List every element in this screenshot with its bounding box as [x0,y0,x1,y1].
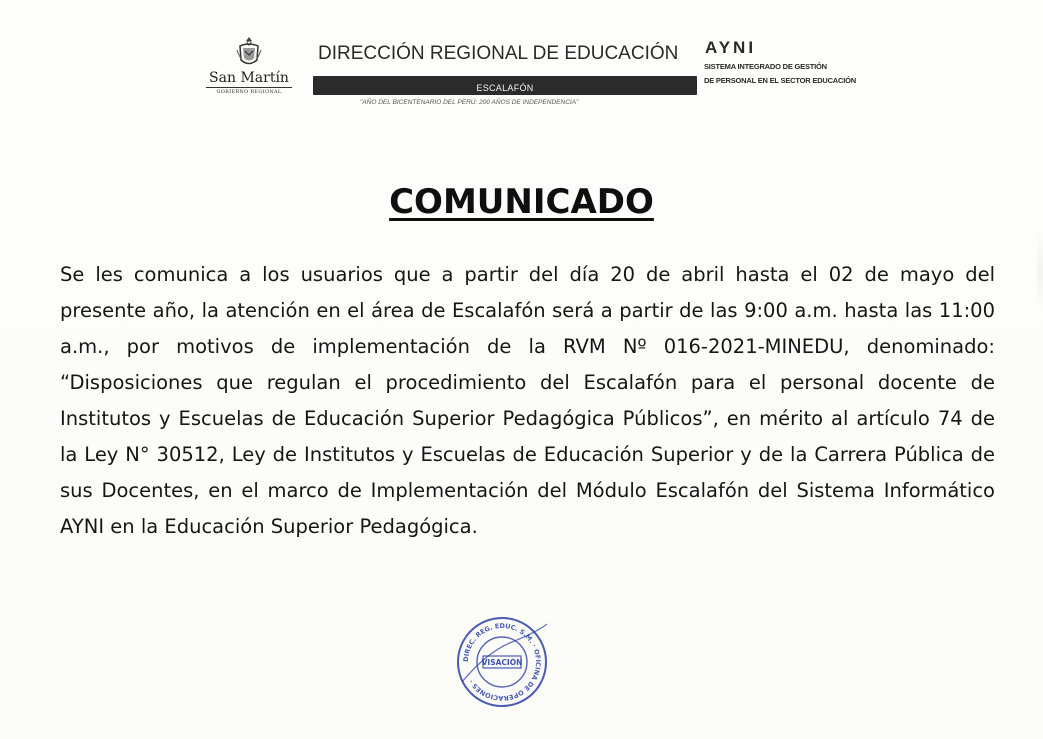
san-martin-logo [203,36,295,96]
department-bar [313,76,697,95]
document-title-wrapper [0,182,1043,222]
stamp-ring-text: DIREC. REG. EDUC. S.M. · OFICINA DE OPERACIONES · [461,621,543,703]
year-tagline: "AÑO DEL BICENTENARIO DEL PERÚ: 200 AÑOS DE INDEPENDENCIA" [360,99,579,106]
stamp-center-text: VISACIÓN [481,658,523,667]
ayni-description [704,60,856,88]
ayni-logo-text: AYNI [705,40,757,54]
official-stamp [452,612,552,712]
logo-subtitle: GOBIERNO REGIONAL [216,89,282,95]
logo-name: San Martín [209,70,289,86]
regional-crest-icon [236,36,262,68]
ayni-logo [705,40,818,54]
ayni-line-2: DE PERSONAL EN EL SECTOR EDUCACIÓN [704,76,856,85]
institution-title: DIRECCIÓN REGIONAL DE EDUCACIÓN [318,43,679,64]
ayni-line-1: SISTEMA INTEGRADO DE GESTIÓN [704,62,827,71]
document-body: Se les comunica a los usuarios que a partir del día 20 de abril hasta el 02 de mayo del presente año, la atención en el área de Escalafón será a partir de las 9:00 a.m. hasta las 11:00 a.m., por motivos de implementación de la RVM Nº 016-2021-MINEDU, denominado: “Disposiciones que regulan el procedimiento del Escalafón para el personal docente de Institutos y Escuelas de Educación Superior Pedagógica Públicos”, en mérito al artículo 74 de la Ley N° 30512, Ley de Institutos y Escuelas de Educación Superior y de la Carrera Pública de sus Docentes, en el marco de Implementación del Módulo Escalafón del Sistema Informático AYNI en la Educación Superior Pedagógica. [60,263,995,538]
department-label: ESCALAFÓN [476,83,534,93]
document-title: COMUNICADO [389,182,654,222]
scan-edge-shadow [1037,230,1043,310]
